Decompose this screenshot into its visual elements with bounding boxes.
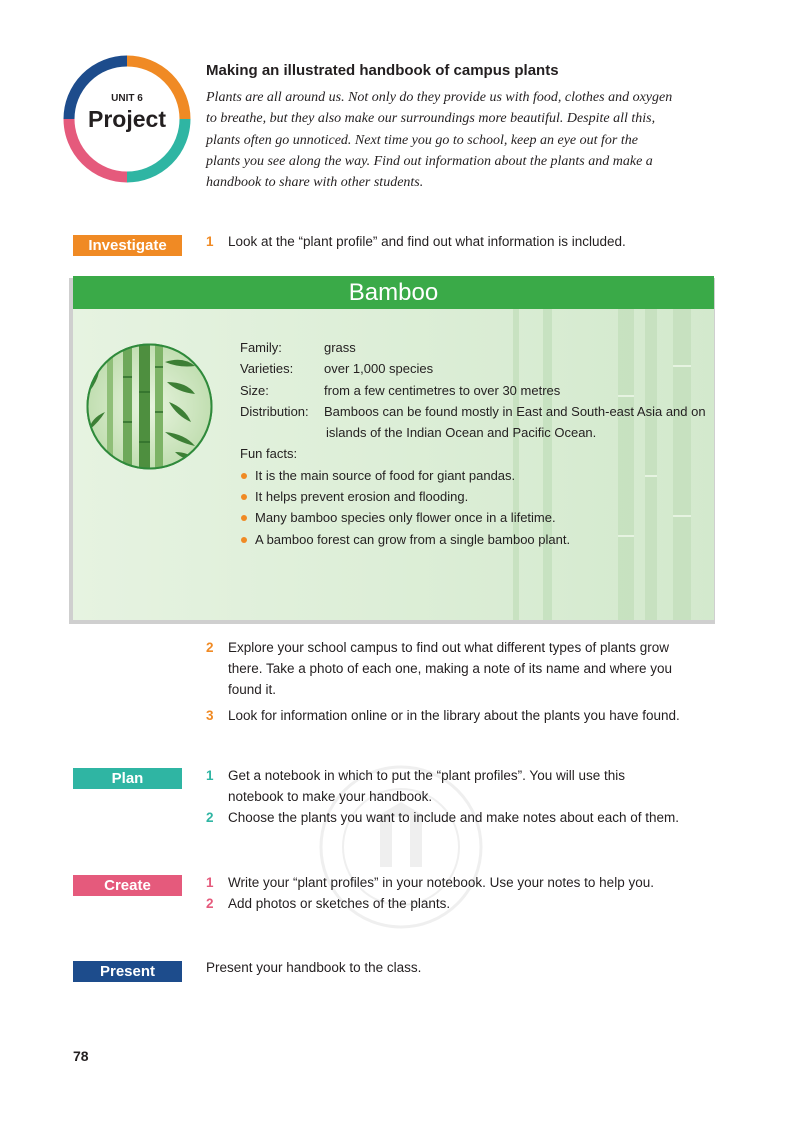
present-text: Present your handbook to the class. [206,960,422,975]
distribution-value-cont: islands of the Indian Ocean and Pacific Ocean. [326,425,597,441]
investigate-step-1 [206,231,726,252]
step-text: Look for information online or in the library about the plants you have found. [228,708,680,723]
fun-fact-item [240,465,710,486]
step-text: Write your “plant profiles” in your notebook. Use your notes to help you. [228,875,654,890]
bamboo-photo [85,342,214,471]
unit-label: UNIT 6 [111,93,143,104]
step-number: 2 [206,810,214,825]
bullet-dot-icon [241,515,247,521]
fun-fact-text: A bamboo forest can grow from a single bamboo plant. [255,531,571,547]
step-line: there. Take a photo of each one, making a note of its name and where you [228,661,673,676]
bullet-dot-icon [241,473,247,479]
step-line: Explore your school campus to find out what different types of plants grow [228,640,669,655]
step-number: 2 [206,896,214,911]
fun-fact-text: It helps prevent erosion and flooding. [255,489,469,505]
size-value: from a few centimetres to over 30 metres [324,382,561,398]
fun-facts-label: Fun facts: [240,446,298,462]
intro-line: handbook to share with other students. [206,175,424,191]
family-value: grass [324,340,356,355]
distribution-value: Bamboos can be found mostly in East and South-east Asia and on [324,403,706,419]
step-line: found it. [228,682,277,697]
plant-profile-card [73,276,714,620]
step-line: notebook to make your handbook. [228,789,433,804]
plan-label: Plan [73,768,182,789]
step-number: 1 [206,234,214,249]
fun-fact-text: It is the main source of food for giant pandas. [255,467,516,483]
varieties-label: Varieties: [240,361,294,377]
bullet-dot-icon [241,494,247,500]
step-text: Choose the plants you want to include and make notes about each of them. [228,810,680,825]
profile-facts [240,337,710,550]
fun-fact-item [240,507,710,528]
step-text [228,765,625,807]
create-label: Create [73,875,182,896]
fun-fact-text: Many bamboo species only flower once in a lifetime. [255,510,556,526]
intro-line: to breathe, but they also make our surroundings more beautiful. Despite all this, [206,111,656,127]
step-number: 1 [206,875,214,890]
badge-word: Project [88,106,166,132]
unit-badge [62,54,192,184]
step-text [228,637,672,700]
intro-line: plants often go unnoticed. Next time you go to school, keep an eye out for the [206,132,638,148]
step-text: Look at the “plant profile” and find out what information is included. [228,234,626,249]
bullet-dot-icon [241,537,247,543]
step-text: Add photos or sketches of the plants. [228,896,451,911]
page-number: 78 [73,1048,89,1064]
page-title: Making an illustrated handbook of campus plants [206,62,559,79]
create-step-1 [206,872,726,893]
investigate-step-3 [206,705,726,726]
varieties-row [240,358,710,379]
intro-line: Plants are all around us. Not only do they provide us with food, clothes and oxygen [206,90,673,105]
distribution-row-cont [240,422,710,443]
family-row [240,337,710,358]
distribution-label: Distribution: [240,403,309,419]
fun-fact-item [240,486,710,507]
profile-title: Bamboo [73,276,714,309]
size-row [240,380,710,401]
investigate-step-2 [206,637,726,700]
intro-paragraph [206,87,726,193]
step-number: 3 [206,708,214,723]
plan-step-1 [206,765,726,807]
family-label: Family: [240,340,282,355]
present-label: Present [73,961,182,982]
step-number: 1 [206,768,214,783]
size-label: Size: [240,382,269,398]
plan-step-2 [206,807,726,828]
fun-fact-item [240,529,710,550]
varieties-value: over 1,000 species [324,361,434,377]
step-number: 2 [206,640,214,655]
distribution-row [240,401,710,422]
step-line: Get a notebook in which to put the “plant profiles”. You will use this [228,768,625,783]
investigate-label: Investigate [73,235,182,256]
intro-line: plants you see along the way. Find out information about the plants and make a [206,153,653,169]
create-step-2 [206,893,726,914]
